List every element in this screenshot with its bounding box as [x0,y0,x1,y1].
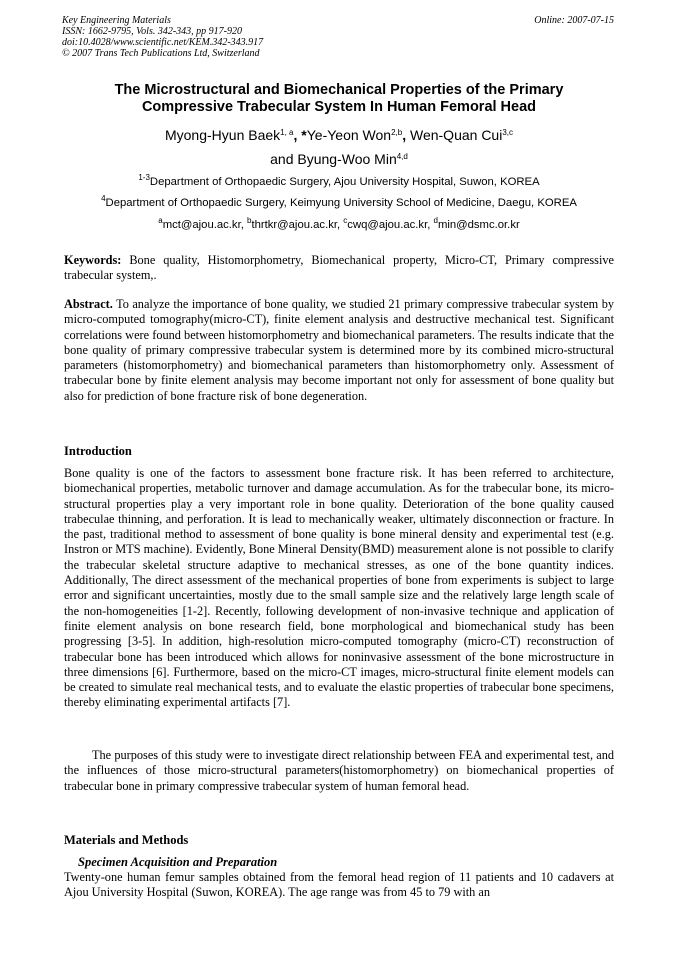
email-a: mct@ajou.ac.kr, [162,219,247,231]
author-1-sup: 1, a [280,128,294,137]
author-separator: , [402,127,410,143]
author-line-1 [40,123,638,147]
affiliation-1-text: Department of Orthopaedic Surgery, Ajou University Hospital, Suwon, KOREA [149,176,540,188]
abstract-paragraph [64,297,614,404]
author-3-sup: 3,c [502,128,513,137]
email-a-sup: a [158,216,163,225]
specimen-paragraph: Twenty-one human femur samples obtained from the femoral head region of 11 patients and 10 cadavers at Ajou University Hospital (Suwon, KOREA). The age range was from 45 to 79 with an [64,870,614,900]
author-line-2 [40,147,638,171]
email-c-sup: c [343,216,348,225]
author-list [40,123,638,171]
issn-line: ISSN: 1662-9795, Vols. 342-343, pp 917-920 [62,26,242,37]
author-3: Wen-Quan Cui [409,127,503,143]
affiliation-1 [40,175,638,189]
journal-header [62,15,263,59]
email-d-sup: d [433,216,438,225]
affiliation-2-sup: 4 [101,194,106,203]
author-conjunction: and [270,151,298,167]
title-line-2: Compressive Trabecular System In Human Femoral Head [141,99,537,115]
affiliation-2 [40,196,638,210]
author-2-sup: 2,b [391,128,403,137]
introduction-paragraph-1: Bone quality is one of the factors to assessment bone fracture risk. It has been referred to architecture, biomechanical properties, metabolic turnover and damage accumulation. As for the trabecular bone, its micro-structural properties play a very important role in bone quality. Deterioration of the bone quality caused trabeculae thinning, and perforation. It is lead to mechanically weaker, ultimately disconnection or fracture. In the past, traditional method to assessment of bone quality is bone mineral density and experimental test (e.g. Instron or MTS machine). Evidently, Bone Mineral Density(BMD) measurement alone is not possible to clarify the trabecular skeletal structure adaptive to mechanical stresses, as one of the bone quantity indices. Additionally, The direct assessment of the mechanical properties of bone from experiments is subject to large error and significant uncertainties, mostly due to the small sample size and the relatively large length scale of the non-homogeneities [1-2]. Recently, following development of non-invasive technique and application of finite element analysis on bone research field, bone morphological and biomechanical study has been progressing [3-5]. In addition, high-resolution micro-computed tomography (micro-CT) reconstruction of trabecular bone has been introduced which allows for noninvasive assessment of the bone microstructure in three dimensions [6]. Furthermore, based on the micro-CT images, micro-structural finite element models can be created to simulate real mechanical tests, and to evaluate the elastic properties of trabecular bone specimens, thereby eliminating experimental artifacts [7]. [64,466,614,710]
email-c: cwq@ajou.ac.kr, [347,219,434,231]
abstract-label: Abstract. [64,297,113,311]
author-2: Ye-Yeon Won [306,127,392,143]
copyright-line: © 2007 Trans Tech Publications Ltd, Switzerland [62,48,260,59]
journal-name: Key Engineering Materials [62,15,171,26]
author-4: Byung-Woo Min [297,151,397,167]
affiliation-2-text: Department of Orthopaedic Surgery, Keimyung University School of Medicine, Daegu, KOREA [105,197,577,209]
keywords-label: Keywords: [64,253,122,267]
email-b-sup: b [247,216,252,225]
author-separator: , * [293,127,307,143]
author-4-sup: 4,d [396,152,408,161]
abstract-text: To analyze the importance of bone quality, we studied 21 primary compressive trabecular system by micro-computed tomography(micro-CT), finite element analysis and destructive mechanical test. Significant correlations were found between histomorphometry and biomechanical parameters. The results indicate that the bone quality of primary compressive trabecular system is determined more by its combined micro-structural parameters (histomorphometry) and biomechanical parameters than histomorphometry only. Assessment of trabecular bone by finite element analysis may become important not only for assessment of bone quality but also for prediction of bone fracture risk of bone degeneration. [64,297,614,403]
email-d: min@dsmc.or.kr [437,219,520,231]
online-date: Online: 2007-07-15 [534,15,614,26]
keywords-text: Bone quality, Histomorphometry, Biomechanical property, Micro-CT, Primary compressive trabecular system,. [64,253,614,283]
author-1: Myong-Hyun Baek [164,127,281,143]
specimen-heading: Specimen Acquisition and Preparation [78,855,278,869]
email-list [40,218,638,232]
methods-heading: Materials and Methods [64,833,189,847]
doi-line: doi:10.4028/www.scientific.net/KEM.342-343.917 [62,37,264,48]
title-line-1: The Microstructural and Biomechanical Properties of the Primary [114,82,564,98]
affiliation-1-sup: 1-3 [138,173,150,182]
paper-title [40,82,638,116]
introduction-heading: Introduction [64,444,132,458]
introduction-paragraph-2: The purposes of this study were to investigate direct relationship between FEA and experimental test, and the influences of those micro-structural parameters(histomorphometry) on biomechanical properties of trabecular bone in primary compressive trabecular system of human femoral head. [64,748,614,793]
email-b: thrtkr@ajou.ac.kr, [251,219,344,231]
keywords-paragraph [64,253,614,284]
